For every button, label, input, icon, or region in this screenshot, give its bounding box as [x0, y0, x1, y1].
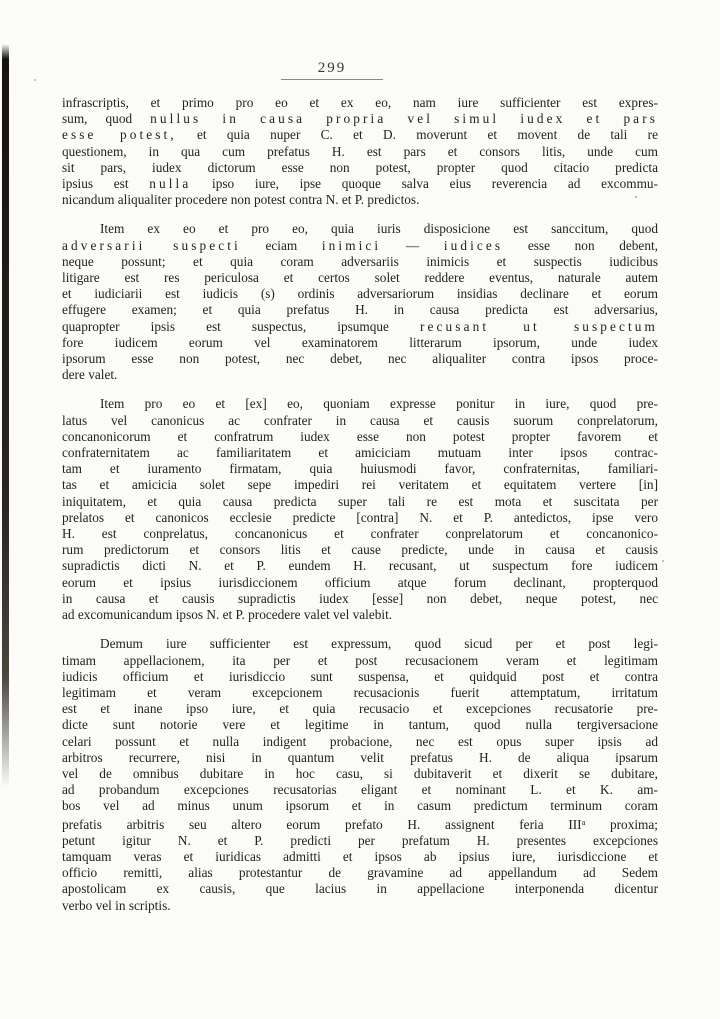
- text-segment: ad excomunicandum ipsos N. et P. procedere valet vel valebit.: [62, 607, 393, 623]
- text-line: [62, 238, 658, 254]
- text-segment: dicte sunt notorie vere et legitime in tantum, quod nulla tergiversacione: [62, 717, 658, 733]
- text-line: [62, 575, 658, 591]
- text-line: [62, 396, 658, 412]
- text-segment: eciam: [240, 237, 322, 253]
- text-segment: infrascriptis, et primo pro eo et ex eo, nam iure sufficienter est expres-: [62, 95, 658, 110]
- text-line: [62, 798, 658, 814]
- text-line: [62, 160, 658, 176]
- text-segment: vel de omnibus dubitare in hoc casu, si dubitaverit et dixerit se dubitare,: [62, 765, 658, 781]
- text-line: [62, 542, 658, 558]
- text-line: [62, 413, 658, 429]
- text-segment: prefatis arbitris seu altero eorum prefato H. assignent feria III: [62, 816, 582, 832]
- text-segment: et quia nuper C. et D. moverunt et movent de tali re: [176, 127, 658, 143]
- text-segment: adversarii suspecti: [62, 237, 241, 253]
- text-segment: Item pro eo et [ex] eo, quoniam expresse ponitur in iure, quod pre-: [100, 396, 658, 412]
- text-line: [62, 221, 658, 237]
- text-segment: esse potest,: [62, 127, 177, 143]
- text-line: [62, 607, 658, 623]
- text-segment: in causa et causis supradictis iudex [esse] non debet, neque potest, nec: [62, 590, 658, 606]
- text-segment: tas et amicicia solet sepe impediri rei veritatem et equitatem vertere [in]: [62, 477, 658, 493]
- text-line: [62, 653, 658, 669]
- text-line: [62, 144, 658, 160]
- paragraph: [62, 221, 658, 383]
- text-segment: supradictis dicti N. et P. eundem H. recusant, ut suspectum fore iudicem: [62, 558, 658, 574]
- text-segment: celari possunt et nulla indigent probacione, nec est opus super ipsis ad: [62, 733, 658, 749]
- text-line: [62, 881, 658, 897]
- text-segment: concanonicorum et confratrum iudex esse non potest propter favorem et: [62, 428, 658, 444]
- text-segment: iudicis officium et iurisdiccio sunt suspensa, et quidquid post et contra: [62, 668, 658, 684]
- text-line: [62, 734, 658, 750]
- text-line: [62, 636, 658, 652]
- text-line: [62, 127, 658, 143]
- text-line: [62, 833, 658, 849]
- paragraph: [62, 95, 658, 208]
- text-segment: nullus in causa propria vel simul iudex et pars: [150, 111, 658, 127]
- text-segment: verbo vel in scriptis.: [62, 897, 171, 913]
- text-segment: —: [381, 237, 444, 253]
- scan-speck: [34, 79, 36, 81]
- text-segment: ipso iure, ipse quoque salva eius reverencia ad excommu-: [191, 176, 658, 192]
- text-line: [62, 510, 658, 526]
- text-segment: Demum iure sufficienter est expressum, quod sicud per et post legi-: [100, 636, 658, 652]
- text-segment: nicandum aliqualiter procedere non potest contra N. et P. predictos.: [62, 192, 420, 208]
- text-segment: latus vel canonicus ac confrater in causa et causis suorum conprelatorum,: [62, 412, 658, 428]
- text-segment: prelatos et canonicos ecclesie predicte [contra] N. et P. antedictos, ipse vero: [62, 509, 658, 525]
- text-line: [62, 270, 658, 286]
- text-line: [62, 319, 658, 335]
- text-line: [62, 302, 658, 318]
- text-line: [62, 898, 658, 914]
- text-segment: questionem, in qua cum prefatus H. est pars et consors litis, unde cum: [62, 143, 658, 159]
- text-segment: nulla: [149, 176, 192, 192]
- text-segment: quapropter ipsis est suspectus, ipsumque: [62, 318, 421, 334]
- scan-speck: [662, 560, 664, 562]
- text-line: [62, 865, 658, 881]
- text-segment: proxima;: [585, 816, 658, 832]
- text-segment: legitimam et veram excepcionem recusacionis fuerit attemptatum, irritatum: [62, 684, 658, 700]
- text-line: [62, 254, 658, 270]
- text-line: [62, 429, 658, 445]
- text-segment: tam et iuramento firmatam, quia huiusmodi favor, confraternitas, familiari-: [62, 461, 658, 477]
- text-line: [62, 701, 658, 717]
- text-line: [62, 95, 658, 111]
- text-line: [62, 192, 658, 208]
- text-line: [62, 558, 658, 574]
- text-line: [62, 367, 658, 383]
- text-segment: fore iudicem eorum vel examinatorem litterarum ipsorum, unde iudex: [62, 334, 658, 350]
- text-line: [62, 477, 658, 493]
- text-segment: a: [581, 817, 586, 827]
- page-number: 299: [281, 60, 383, 80]
- text-segment: est et inane ipso iure, et quia recusacio et excepciones recusatorie pre-: [62, 701, 658, 717]
- text-segment: eorum et ipsius iurisdiccionem officium atque forum declinant, propterquod: [62, 574, 658, 590]
- text-segment: ipsius est: [62, 176, 150, 192]
- text-segment: recusant ut suspectum: [420, 318, 658, 334]
- text-line: [62, 849, 658, 865]
- text-line: [62, 176, 658, 192]
- text-line: [62, 461, 658, 477]
- text-line: [62, 669, 658, 685]
- text-segment: timam appellacionem, ita per et post recusacionem veram et legitimam: [62, 652, 658, 668]
- text-line: [62, 815, 658, 833]
- text-line: [62, 782, 658, 798]
- text-line: [62, 750, 658, 766]
- text-segment: neque possunt; et quia coram adversariis inimicis et suspectis iudicibus: [62, 253, 658, 269]
- text-segment: litigare est res periculosa et certos solet reddere eventus, naturale autem: [62, 270, 658, 286]
- text-segment: iniquitatem, et quia causa predicta super tali re est mota et suscitata per: [62, 493, 658, 509]
- text-line: [62, 111, 658, 127]
- text-segment: Item ex eo et pro eo, quia iuris disposicione est sanccitum, quod: [100, 221, 658, 237]
- text-line: [62, 526, 658, 542]
- text-segment: H. est conprelatus, concanonicus et confrater conprelatorum et concanonico-: [62, 526, 658, 542]
- text-segment: ad probandum excepciones recusatorias eligant et nominant L. et K. am-: [62, 782, 658, 798]
- text-line: [62, 766, 658, 782]
- text-block: [62, 95, 658, 914]
- text-segment: rum predictorum et consors litis et cause predicte, unde in causa et causis: [62, 542, 658, 558]
- text-segment: officio remitti, alias protestantur de gravamine ad appellandum ad Sedem: [62, 865, 658, 881]
- text-segment: esse non debent,: [503, 237, 659, 253]
- paragraph: [62, 636, 658, 914]
- text-segment: iudices: [443, 237, 504, 253]
- text-line: [62, 445, 658, 461]
- text-segment: petunt igitur N. et P. predicti per prefatum H. presentes excepciones: [62, 832, 658, 848]
- text-line: [62, 286, 658, 302]
- text-segment: effugere examen; et quia prefatus H. in causa predicta est adversarius,: [62, 302, 658, 318]
- text-segment: bos vel ad minus unum ipsorum et in casum predictum terminum coram: [62, 798, 658, 814]
- book-binding-edge: [2, 44, 9, 788]
- text-segment: sum, quod: [62, 111, 151, 127]
- text-line: [62, 335, 658, 351]
- text-line: [62, 591, 658, 607]
- text-segment: arbitros recurrere, nisi in quantum velit prefatus H. de aliqua ipsarum: [62, 749, 658, 765]
- text-segment: inimici: [321, 237, 382, 253]
- text-line: [62, 717, 658, 733]
- text-segment: sit pars, iudex dictorum esse non potest, propter quod citacio predicta: [62, 159, 658, 175]
- text-segment: tamquam veras et iuridicas admitti et ipsos ab ipsius iure, iurisdiccione et: [62, 849, 658, 865]
- text-segment: confraternitatem ac familiaritatem et amiciciam mutuam inter ipsos contrac-: [62, 445, 658, 461]
- text-segment: ipsorum esse non potest, nec debet, nec aliqualiter contra ipsos proce-: [62, 351, 658, 367]
- text-segment: apostolicam ex causis, que lacius in appellacione interponenda dicentur: [62, 881, 658, 897]
- text-line: [62, 351, 658, 367]
- text-segment: dere valet.: [62, 367, 118, 383]
- text-line: [62, 685, 658, 701]
- text-line: [62, 494, 658, 510]
- paragraph: [62, 396, 658, 623]
- text-segment: et iudiciarii est iudicis (s) ordinis adversariorum insidias declinare et eorum: [62, 286, 658, 302]
